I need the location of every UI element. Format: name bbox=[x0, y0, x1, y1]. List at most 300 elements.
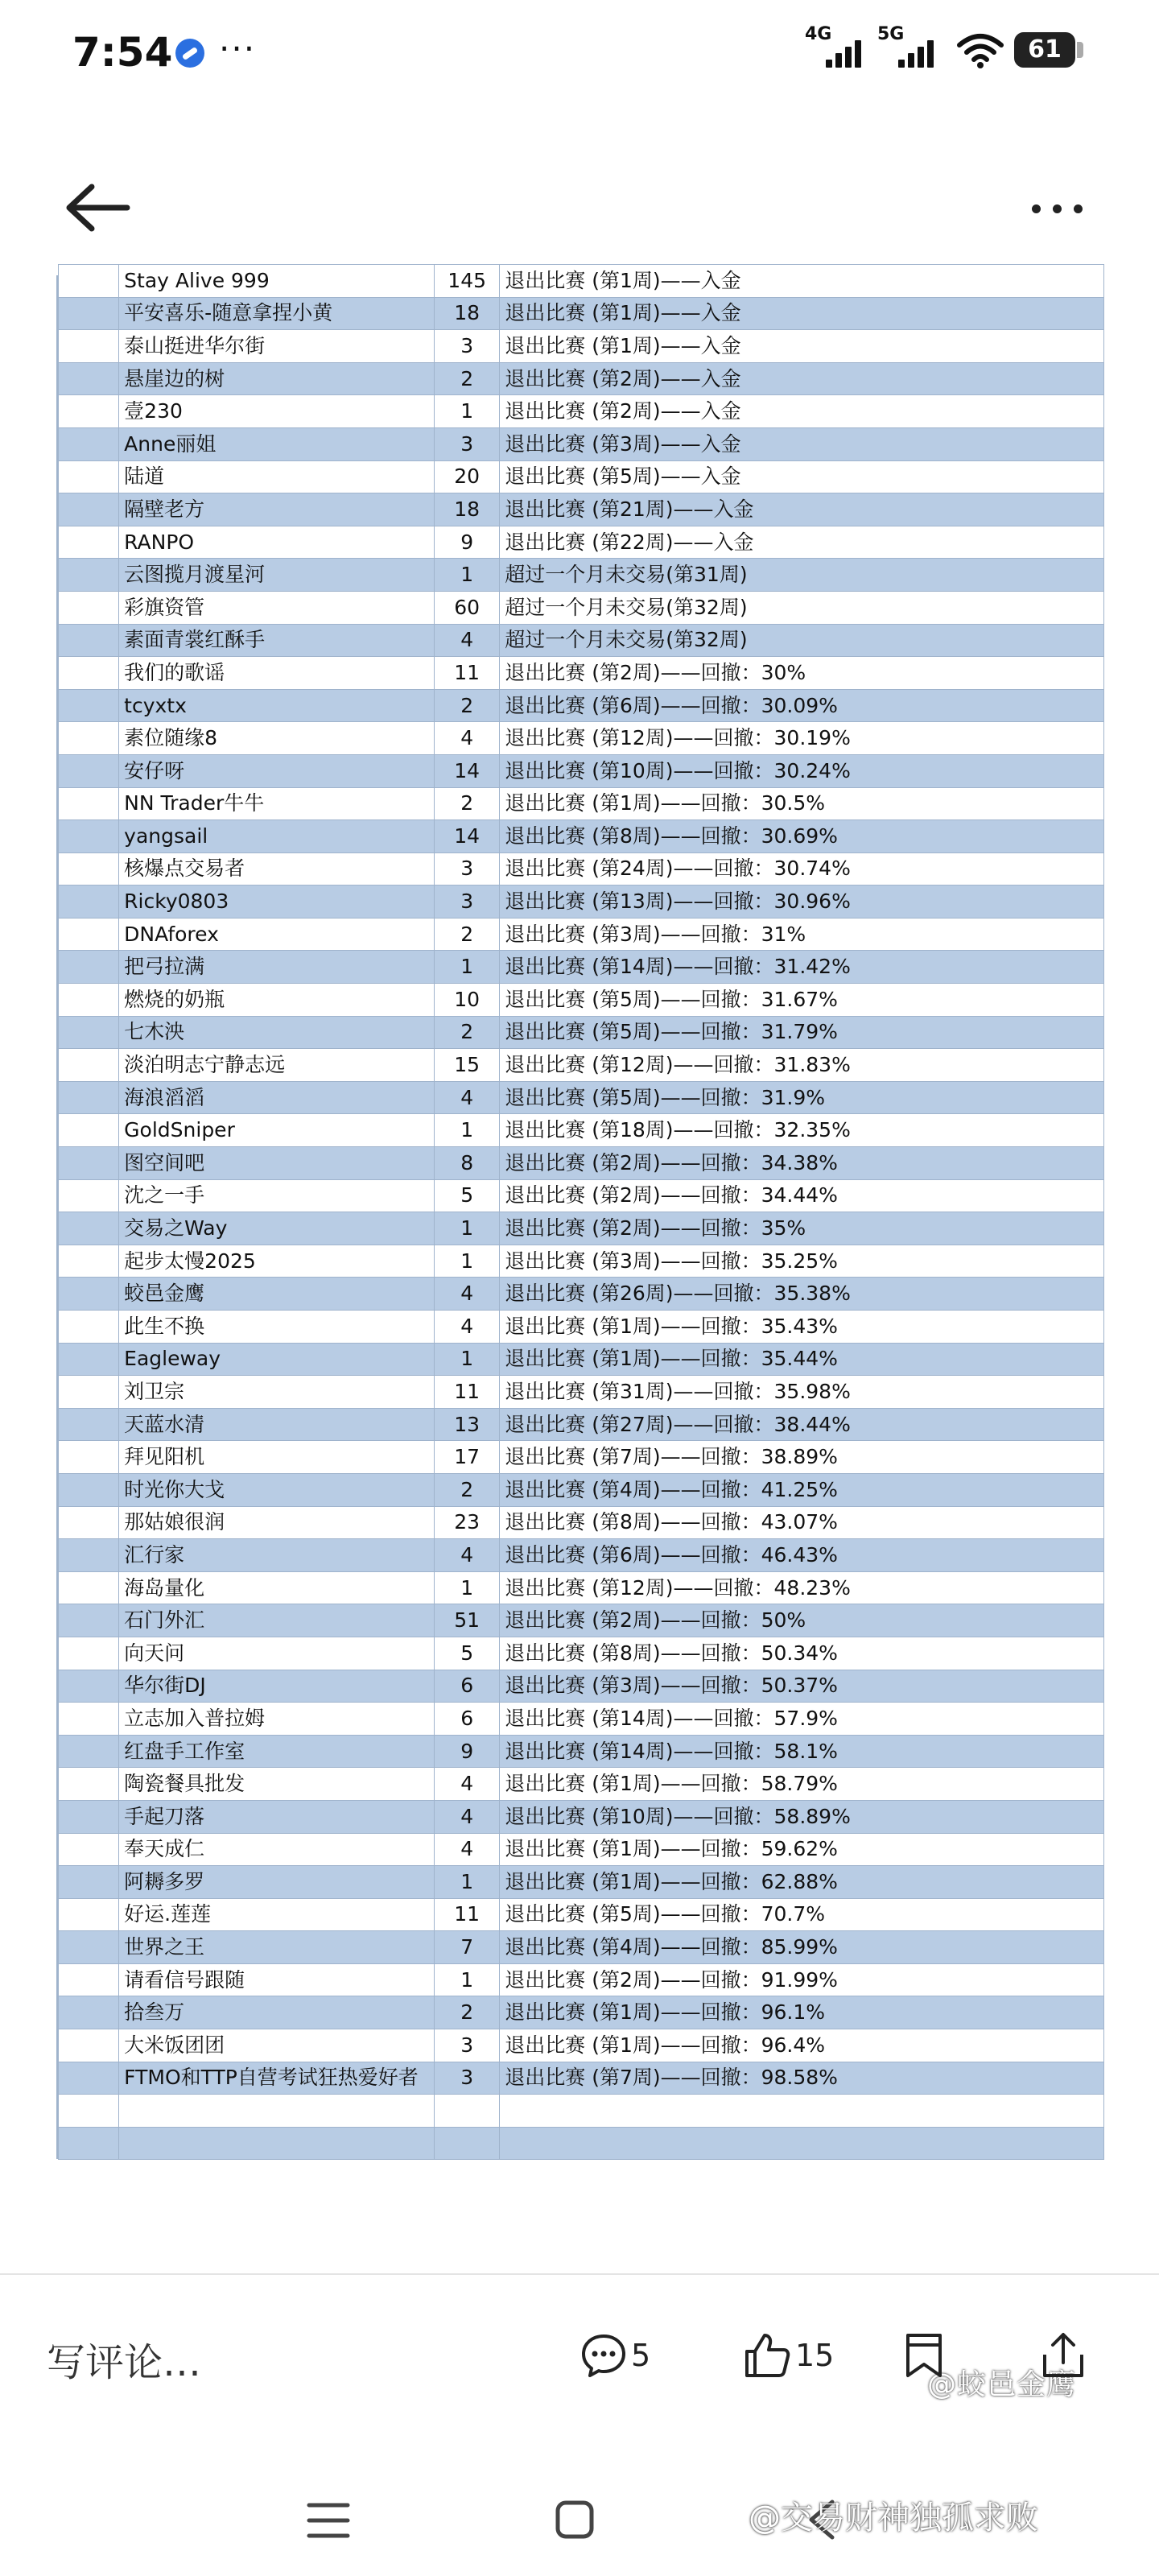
table-row bbox=[59, 1571, 1104, 1604]
share-button[interactable] bbox=[1040, 2326, 1087, 2384]
table-row bbox=[59, 330, 1104, 363]
bookmark-button[interactable] bbox=[901, 2326, 947, 2384]
row-marker-cell bbox=[59, 1539, 119, 1572]
count-cell: 1 bbox=[435, 559, 500, 592]
trader-name-cell: 拾叁万 bbox=[119, 1996, 435, 2029]
table-row bbox=[59, 1081, 1104, 1114]
exit-status-cell: 退出比赛 (第5周)——回撤：31.9% bbox=[500, 1081, 1104, 1114]
table-row bbox=[59, 1637, 1104, 1670]
row-marker-cell bbox=[59, 1376, 119, 1409]
exit-status-cell: 退出比赛 (第14周)——回撤：58.1% bbox=[500, 1735, 1104, 1768]
count-cell: 4 bbox=[435, 722, 500, 755]
count-cell: 4 bbox=[435, 624, 500, 657]
exit-status-cell: 退出比赛 (第12周)——回撤：31.83% bbox=[500, 1049, 1104, 1082]
exit-status-cell: 退出比赛 (第2周)——回撤：34.44% bbox=[500, 1179, 1104, 1212]
table-row bbox=[59, 886, 1104, 919]
divider bbox=[0, 2273, 1159, 2275]
row-marker-cell bbox=[59, 1670, 119, 1703]
table-row bbox=[59, 1179, 1104, 1212]
count-cell: 6 bbox=[435, 1703, 500, 1736]
table-row bbox=[59, 689, 1104, 722]
table-row bbox=[59, 1866, 1104, 1899]
trader-name-cell: 立志加入普拉姆 bbox=[119, 1703, 435, 1736]
table-row bbox=[59, 1245, 1104, 1278]
table-row bbox=[59, 1049, 1104, 1082]
count-cell: 18 bbox=[435, 297, 500, 330]
count-cell: 14 bbox=[435, 754, 500, 787]
count-cell: 1 bbox=[435, 1212, 500, 1245]
count-cell: 1 bbox=[435, 1866, 500, 1899]
table-row bbox=[59, 1506, 1104, 1539]
exit-status-cell: 退出比赛 (第1周)——回撤：96.1% bbox=[500, 1996, 1104, 2029]
exit-status-cell: 退出比赛 (第1周)——入金 bbox=[500, 265, 1104, 298]
exit-status-cell: 退出比赛 (第1周)——入金 bbox=[500, 297, 1104, 330]
table-row bbox=[59, 1703, 1104, 1736]
exit-status-cell: 退出比赛 (第1周)——回撤：35.43% bbox=[500, 1311, 1104, 1344]
trader-name-cell: 隔壁老方 bbox=[119, 493, 435, 526]
table-row bbox=[59, 1539, 1104, 1572]
exit-status-cell: 退出比赛 (第8周)——回撤：43.07% bbox=[500, 1506, 1104, 1539]
exit-status-cell: 退出比赛 (第2周)——回撤：34.38% bbox=[500, 1147, 1104, 1180]
count-cell: 1 bbox=[435, 1114, 500, 1147]
count-cell: 4 bbox=[435, 1278, 500, 1311]
row-marker-cell bbox=[59, 1016, 119, 1049]
exit-status-cell: 退出比赛 (第1周)——入金 bbox=[500, 330, 1104, 363]
trader-name-cell: 安仔呀 bbox=[119, 754, 435, 787]
exit-status-cell: 退出比赛 (第1周)——回撤：58.79% bbox=[500, 1768, 1104, 1801]
trader-name-cell: 图空间吧 bbox=[119, 1147, 435, 1180]
count-cell: 3 bbox=[435, 2029, 500, 2062]
row-marker-cell bbox=[59, 1147, 119, 1180]
row-marker-cell bbox=[59, 362, 119, 395]
table-row bbox=[59, 1114, 1104, 1147]
row-marker-cell bbox=[59, 2127, 119, 2160]
comment-bubble-icon bbox=[580, 2331, 628, 2380]
trader-name-cell: 天蓝水清 bbox=[119, 1408, 435, 1441]
trader-name-cell: 世界之王 bbox=[119, 1931, 435, 1964]
count-cell: 4 bbox=[435, 1768, 500, 1801]
trader-name-cell: 壹230 bbox=[119, 395, 435, 428]
count-cell: 1 bbox=[435, 1571, 500, 1604]
table-row bbox=[59, 297, 1104, 330]
row-marker-cell bbox=[59, 297, 119, 330]
count-cell bbox=[435, 2095, 500, 2128]
row-marker-cell bbox=[59, 1114, 119, 1147]
trader-name-cell: 时光你大戈 bbox=[119, 1473, 435, 1506]
row-marker-cell bbox=[59, 1768, 119, 1801]
row-marker-cell bbox=[59, 1637, 119, 1670]
thumbs-up-icon bbox=[742, 2330, 792, 2380]
home-icon[interactable] bbox=[554, 2499, 596, 2541]
trader-name-cell bbox=[119, 2127, 435, 2160]
table-row bbox=[59, 265, 1104, 298]
comment-input[interactable]: 写评论… bbox=[47, 2340, 202, 2385]
row-marker-cell bbox=[59, 1441, 119, 1474]
table-row bbox=[59, 2062, 1104, 2095]
exit-status-cell: 退出比赛 (第3周)——回撤：35.25% bbox=[500, 1245, 1104, 1278]
table-row bbox=[59, 395, 1104, 428]
table-row bbox=[59, 984, 1104, 1017]
trader-name-cell: yangsail bbox=[119, 820, 435, 853]
table-row bbox=[59, 591, 1104, 624]
count-cell: 15 bbox=[435, 1049, 500, 1082]
trader-name-cell: 陆道 bbox=[119, 460, 435, 493]
trader-name-cell: 陶瓷餐具批发 bbox=[119, 1768, 435, 1801]
exit-status-cell: 退出比赛 (第8周)——回撤：50.34% bbox=[500, 1637, 1104, 1670]
share-icon bbox=[1040, 2330, 1087, 2380]
exit-status-cell: 退出比赛 (第7周)——回撤：38.89% bbox=[500, 1441, 1104, 1474]
trader-name-cell: DNAforex bbox=[119, 918, 435, 951]
table-row bbox=[59, 493, 1104, 526]
row-marker-cell bbox=[59, 1898, 119, 1931]
exit-status-cell: 退出比赛 (第1周)——回撤：59.62% bbox=[500, 1833, 1104, 1866]
count-cell: 51 bbox=[435, 1604, 500, 1637]
table-row bbox=[59, 362, 1104, 395]
exit-status-cell: 退出比赛 (第5周)——回撤：31.79% bbox=[500, 1016, 1104, 1049]
like-count: 15 bbox=[795, 2338, 835, 2373]
exit-status-cell: 退出比赛 (第22周)——入金 bbox=[500, 526, 1104, 559]
back-arrow-icon[interactable] bbox=[64, 182, 132, 233]
count-cell: 4 bbox=[435, 1833, 500, 1866]
exit-status-cell: 退出比赛 (第24周)——回撤：30.74% bbox=[500, 852, 1104, 886]
exit-status-cell: 退出比赛 (第1周)——回撤：96.4% bbox=[500, 2029, 1104, 2062]
app-notification-icon bbox=[175, 39, 204, 68]
trader-name-cell: tcyxtx bbox=[119, 689, 435, 722]
row-marker-cell bbox=[59, 1311, 119, 1344]
count-cell: 10 bbox=[435, 984, 500, 1017]
table-row bbox=[59, 852, 1104, 886]
count-cell: 3 bbox=[435, 886, 500, 919]
menu-icon[interactable] bbox=[306, 2500, 351, 2541]
trader-name-cell: Stay Alive 999 bbox=[119, 265, 435, 298]
table-row bbox=[59, 1376, 1104, 1409]
more-notifications-icon: ··· bbox=[219, 29, 257, 68]
count-cell: 4 bbox=[435, 1800, 500, 1833]
exit-status-cell bbox=[500, 2095, 1104, 2128]
count-cell: 17 bbox=[435, 1441, 500, 1474]
count-cell: 1 bbox=[435, 1963, 500, 1996]
row-marker-cell bbox=[59, 1931, 119, 1964]
trader-name-cell: 核爆点交易者 bbox=[119, 852, 435, 886]
exit-status-cell: 退出比赛 (第7周)——回撤：98.58% bbox=[500, 2062, 1104, 2095]
exit-status-cell: 退出比赛 (第4周)——回撤：85.99% bbox=[500, 1931, 1104, 1964]
table-row bbox=[59, 2095, 1104, 2128]
row-marker-cell bbox=[59, 984, 119, 1017]
table-row bbox=[59, 1963, 1104, 1996]
row-marker-cell bbox=[59, 689, 119, 722]
exit-status-cell: 退出比赛 (第3周)——入金 bbox=[500, 427, 1104, 460]
table-row bbox=[59, 951, 1104, 984]
trader-name-cell: 海岛量化 bbox=[119, 1571, 435, 1604]
trader-name-cell: 此生不换 bbox=[119, 1311, 435, 1344]
comment-button[interactable] bbox=[580, 2326, 650, 2384]
count-cell: 14 bbox=[435, 820, 500, 853]
exit-status-cell: 退出比赛 (第10周)——回撤：58.89% bbox=[500, 1800, 1104, 1833]
table-row bbox=[59, 787, 1104, 820]
trader-name-cell: 交易之Way bbox=[119, 1212, 435, 1245]
exit-status-cell: 退出比赛 (第4周)——回撤：41.25% bbox=[500, 1473, 1104, 1506]
row-marker-cell bbox=[59, 1703, 119, 1736]
row-marker-cell bbox=[59, 2095, 119, 2128]
table-row bbox=[59, 1147, 1104, 1180]
exit-status-cell: 退出比赛 (第1周)——回撤：30.5% bbox=[500, 787, 1104, 820]
trader-name-cell: 素面青裳红酥手 bbox=[119, 624, 435, 657]
trader-name-cell: 燃烧的奶瓶 bbox=[119, 984, 435, 1017]
exit-status-cell: 退出比赛 (第8周)——回撤：30.69% bbox=[500, 820, 1104, 853]
trader-name-cell: 向天问 bbox=[119, 1637, 435, 1670]
row-marker-cell bbox=[59, 754, 119, 787]
row-marker-cell bbox=[59, 2029, 119, 2062]
wifi-icon bbox=[956, 32, 1004, 69]
exit-status-cell: 退出比赛 (第31周)——回撤：35.98% bbox=[500, 1376, 1104, 1409]
table-row bbox=[59, 1735, 1104, 1768]
row-marker-cell bbox=[59, 460, 119, 493]
exit-status-cell: 退出比赛 (第5周)——回撤：70.7% bbox=[500, 1898, 1104, 1931]
count-cell: 13 bbox=[435, 1408, 500, 1441]
table-row bbox=[59, 1996, 1104, 2029]
signal-4g-icon bbox=[805, 24, 861, 72]
exit-status-cell: 退出比赛 (第18周)——回撤：32.35% bbox=[500, 1114, 1104, 1147]
count-cell: 1 bbox=[435, 1343, 500, 1376]
row-marker-cell bbox=[59, 1604, 119, 1637]
row-marker-cell bbox=[59, 1049, 119, 1082]
row-marker-cell bbox=[59, 526, 119, 559]
row-marker-cell bbox=[59, 1571, 119, 1604]
table-row bbox=[59, 624, 1104, 657]
count-cell: 6 bbox=[435, 1670, 500, 1703]
table-row bbox=[59, 1278, 1104, 1311]
bookmark-icon bbox=[901, 2330, 947, 2380]
trader-name-cell: GoldSniper bbox=[119, 1114, 435, 1147]
exit-status-cell: 退出比赛 (第2周)——回撤：50% bbox=[500, 1604, 1104, 1637]
table-row bbox=[59, 657, 1104, 690]
exit-status-cell: 退出比赛 (第14周)——回撤：57.9% bbox=[500, 1703, 1104, 1736]
row-marker-cell bbox=[59, 1343, 119, 1376]
trader-name-cell: NN Trader牛牛 bbox=[119, 787, 435, 820]
trader-name-cell: 起步太慢2025 bbox=[119, 1245, 435, 1278]
exit-status-cell: 退出比赛 (第6周)——回撤：46.43% bbox=[500, 1539, 1104, 1572]
row-marker-cell bbox=[59, 820, 119, 853]
network-type-label: 4G bbox=[805, 24, 832, 44]
table-row bbox=[59, 1441, 1104, 1474]
row-marker-cell bbox=[59, 951, 119, 984]
trader-name-cell: 淡泊明志宁静志远 bbox=[119, 1049, 435, 1082]
table-row bbox=[59, 1833, 1104, 1866]
count-cell: 9 bbox=[435, 1735, 500, 1768]
trader-name-cell: 那姑娘很润 bbox=[119, 1506, 435, 1539]
table-row bbox=[59, 2029, 1104, 2062]
exit-status-cell: 退出比赛 (第3周)——回撤：31% bbox=[500, 918, 1104, 951]
exit-status-cell: 退出比赛 (第2周)——回撤：30% bbox=[500, 657, 1104, 690]
row-marker-cell bbox=[59, 265, 119, 298]
count-cell: 4 bbox=[435, 1539, 500, 1572]
exit-status-cell: 退出比赛 (第5周)——回撤：31.67% bbox=[500, 984, 1104, 1017]
ranking-table bbox=[58, 264, 1104, 2160]
trader-name-cell: 好运.莲莲 bbox=[119, 1898, 435, 1931]
row-marker-cell bbox=[59, 1212, 119, 1245]
exit-status-cell: 退出比赛 (第10周)——回撤：30.24% bbox=[500, 754, 1104, 787]
table-row bbox=[59, 918, 1104, 951]
count-cell: 2 bbox=[435, 689, 500, 722]
exit-status-cell: 退出比赛 (第5周)——入金 bbox=[500, 460, 1104, 493]
trader-name-cell bbox=[119, 2095, 435, 2128]
count-cell bbox=[435, 2127, 500, 2160]
trader-name-cell: 蛟邑金鹰 bbox=[119, 1278, 435, 1311]
count-cell: 9 bbox=[435, 526, 500, 559]
count-cell: 3 bbox=[435, 2062, 500, 2095]
trader-name-cell: 七木泱 bbox=[119, 1016, 435, 1049]
row-marker-cell bbox=[59, 1800, 119, 1833]
table-row bbox=[59, 820, 1104, 853]
table-row bbox=[59, 2127, 1104, 2160]
exit-status-cell: 退出比赛 (第14周)——回撤：31.42% bbox=[500, 951, 1104, 984]
row-marker-cell bbox=[59, 1245, 119, 1278]
trader-name-cell: 大米饭团团 bbox=[119, 2029, 435, 2062]
trader-name-cell: 悬崖边的树 bbox=[119, 362, 435, 395]
row-marker-cell bbox=[59, 330, 119, 363]
clock: 7:54 bbox=[72, 29, 173, 76]
row-marker-cell bbox=[59, 1408, 119, 1441]
count-cell: 18 bbox=[435, 493, 500, 526]
trader-name-cell: 拜见阳机 bbox=[119, 1441, 435, 1474]
exit-status-cell: 退出比赛 (第12周)——回撤：48.23% bbox=[500, 1571, 1104, 1604]
count-cell: 11 bbox=[435, 1376, 500, 1409]
trader-name-cell: 云图揽月渡星河 bbox=[119, 559, 435, 592]
exit-status-cell: 超过一个月未交易(第32周) bbox=[500, 591, 1104, 624]
row-marker-cell bbox=[59, 1866, 119, 1899]
count-cell: 20 bbox=[435, 460, 500, 493]
trader-name-cell: 华尔街DJ bbox=[119, 1670, 435, 1703]
image-watermark: @蛟邑金鹰 bbox=[927, 2368, 1077, 2401]
row-marker-cell bbox=[59, 918, 119, 951]
exit-status-cell: 退出比赛 (第2周)——回撤：91.99% bbox=[500, 1963, 1104, 1996]
row-marker-cell bbox=[59, 886, 119, 919]
exit-status-cell: 退出比赛 (第26周)——回撤：35.38% bbox=[500, 1278, 1104, 1311]
row-marker-cell bbox=[59, 427, 119, 460]
count-cell: 4 bbox=[435, 1081, 500, 1114]
battery-tip bbox=[1077, 42, 1083, 58]
exit-status-cell: 超过一个月未交易(第31周) bbox=[500, 559, 1104, 592]
count-cell: 23 bbox=[435, 1506, 500, 1539]
trader-name-cell: 素位随缘8 bbox=[119, 722, 435, 755]
row-marker-cell bbox=[59, 1081, 119, 1114]
table-row bbox=[59, 1311, 1104, 1344]
count-cell: 3 bbox=[435, 330, 500, 363]
trader-name-cell: Eagleway bbox=[119, 1343, 435, 1376]
count-cell: 5 bbox=[435, 1179, 500, 1212]
exit-status-cell: 退出比赛 (第3周)——回撤：50.37% bbox=[500, 1670, 1104, 1703]
table-row bbox=[59, 1931, 1104, 1964]
exit-status-cell: 退出比赛 (第13周)——回撤：30.96% bbox=[500, 886, 1104, 919]
table-row bbox=[59, 1212, 1104, 1245]
row-marker-cell bbox=[59, 1278, 119, 1311]
trader-name-cell: 手起刀落 bbox=[119, 1800, 435, 1833]
row-marker-cell bbox=[59, 1473, 119, 1506]
count-cell: 1 bbox=[435, 951, 500, 984]
trader-name-cell: 奉天成仁 bbox=[119, 1833, 435, 1866]
trader-name-cell: 汇行家 bbox=[119, 1539, 435, 1572]
exit-status-cell: 退出比赛 (第2周)——回撤：35% bbox=[500, 1212, 1104, 1245]
row-marker-cell bbox=[59, 624, 119, 657]
table-row bbox=[59, 1343, 1104, 1376]
table-row bbox=[59, 1473, 1104, 1506]
row-marker-cell bbox=[59, 2062, 119, 2095]
status-bar bbox=[0, 0, 1159, 105]
exit-status-cell: 超过一个月未交易(第32周) bbox=[500, 624, 1104, 657]
exit-status-cell: 退出比赛 (第21周)——入金 bbox=[500, 493, 1104, 526]
count-cell: 60 bbox=[435, 591, 500, 624]
trader-name-cell: 红盘手工作室 bbox=[119, 1735, 435, 1768]
like-button[interactable] bbox=[742, 2326, 834, 2384]
trader-name-cell: 石门外汇 bbox=[119, 1604, 435, 1637]
row-marker-cell bbox=[59, 1833, 119, 1866]
row-marker-cell bbox=[59, 395, 119, 428]
trader-name-cell: 请看信号跟随 bbox=[119, 1963, 435, 1996]
row-marker-cell bbox=[59, 1735, 119, 1768]
trader-name-cell: 海浪滔滔 bbox=[119, 1081, 435, 1114]
exit-status-cell: 退出比赛 (第1周)——回撤：62.88% bbox=[500, 1866, 1104, 1899]
table-row bbox=[59, 1604, 1104, 1637]
table-row bbox=[59, 1800, 1104, 1833]
exit-status-cell: 退出比赛 (第6周)——回撤：30.09% bbox=[500, 689, 1104, 722]
row-marker-cell bbox=[59, 657, 119, 690]
count-cell: 2 bbox=[435, 787, 500, 820]
exit-status-cell: 退出比赛 (第2周)——入金 bbox=[500, 395, 1104, 428]
count-cell: 5 bbox=[435, 1637, 500, 1670]
count-cell: 3 bbox=[435, 852, 500, 886]
row-marker-cell bbox=[59, 559, 119, 592]
count-cell: 3 bbox=[435, 427, 500, 460]
count-cell: 4 bbox=[435, 1311, 500, 1344]
row-marker-cell bbox=[59, 722, 119, 755]
count-cell: 8 bbox=[435, 1147, 500, 1180]
trader-name-cell: RANPO bbox=[119, 526, 435, 559]
count-cell: 145 bbox=[435, 265, 500, 298]
trader-name-cell: 我们的歌谣 bbox=[119, 657, 435, 690]
page-watermark: @交易财神独孤求败 bbox=[749, 2500, 1038, 2537]
more-options-icon[interactable] bbox=[1030, 193, 1087, 225]
trader-name-cell: Ricky0803 bbox=[119, 886, 435, 919]
table-row bbox=[59, 1408, 1104, 1441]
row-marker-cell bbox=[59, 1996, 119, 2029]
count-cell: 2 bbox=[435, 362, 500, 395]
trader-name-cell: 把弓拉满 bbox=[119, 951, 435, 984]
table-row bbox=[59, 427, 1104, 460]
table-row bbox=[59, 1898, 1104, 1931]
trader-name-cell: 刘卫宗 bbox=[119, 1376, 435, 1409]
signal-5g-icon bbox=[877, 24, 942, 72]
table-row bbox=[59, 526, 1104, 559]
table-row bbox=[59, 1670, 1104, 1703]
trader-name-cell: FTMO和TTP自营考试狂热爱好者 bbox=[119, 2062, 435, 2095]
table-row bbox=[59, 460, 1104, 493]
exit-status-cell: 退出比赛 (第27周)——回撤：38.44% bbox=[500, 1408, 1104, 1441]
table-row bbox=[59, 1016, 1104, 1049]
table-row bbox=[59, 1768, 1104, 1801]
row-marker-cell bbox=[59, 852, 119, 886]
count-cell: 7 bbox=[435, 1931, 500, 1964]
row-marker-cell bbox=[59, 1963, 119, 1996]
count-cell: 2 bbox=[435, 1996, 500, 2029]
trader-name-cell: 泰山挺进华尔街 bbox=[119, 330, 435, 363]
count-cell: 11 bbox=[435, 657, 500, 690]
trader-name-cell: 阿耨多罗 bbox=[119, 1866, 435, 1899]
table-row bbox=[59, 754, 1104, 787]
trader-name-cell: 平安喜乐-随意拿捏小黄 bbox=[119, 297, 435, 330]
exit-status-cell: 退出比赛 (第2周)——入金 bbox=[500, 362, 1104, 395]
count-cell: 1 bbox=[435, 395, 500, 428]
count-cell: 1 bbox=[435, 1245, 500, 1278]
